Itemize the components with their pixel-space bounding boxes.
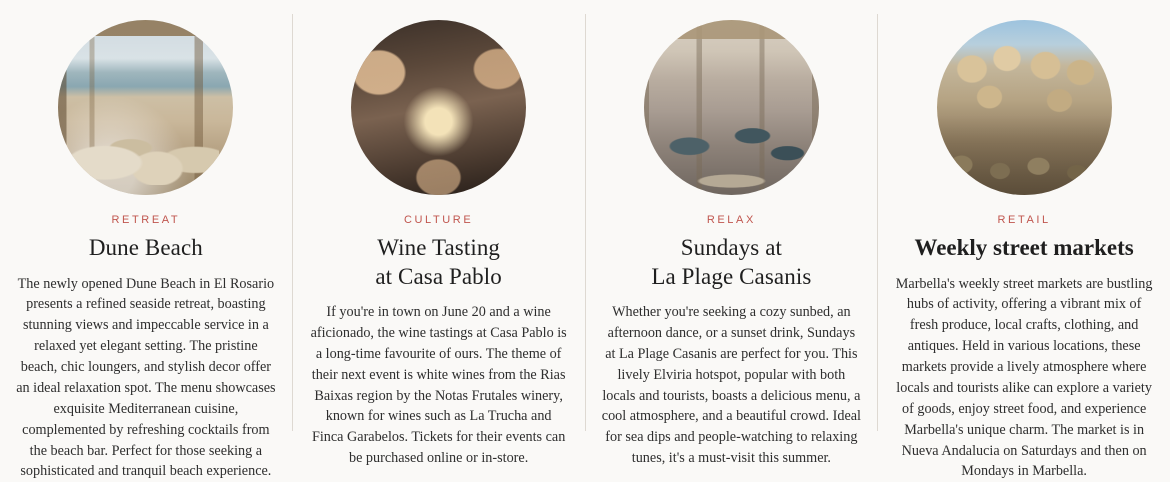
card-body: The newly opened Dune Beach in El Rosario presents a refined seaside retreat, boasting stunning views and impeccable service in a relaxed yet elegant setting. The pristine beach, chic loungers, and stylish decor offer an ideal relaxation spot. The menu showcases exquisite Mediterranean cuisine, complemented by refreshing cocktails from the beach bar. Perfect for those seeking a sophisticated and tranquil beach experience.	[16, 275, 276, 480]
dune-beach-photo	[58, 20, 233, 195]
card-body: Marbella's weekly street markets are bustling hubs of activity, offering a vibrant mix of fresh produce, local crafts, clothing, and antiques. Held in various locations, these markets provide a lively atmosphere where locals and tourists alike can explore a variety of goods, enjoy street food, and experience Marbella's unique charm. The market is in Nueva Andalucia on Saturdays and then on Mondays in Marbella.	[895, 275, 1153, 480]
photo-image	[351, 20, 526, 195]
article-card-relax[interactable]	[585, 14, 878, 467]
card-kicker: RETAIL	[997, 214, 1051, 226]
article-card-culture[interactable]	[292, 14, 585, 467]
card-body: If you're in town on June 20 and a wine aficionado, the wine tastings at Casa Pablo is a long-time favourite of ours. The theme of their next event is white wines from the Rias Baixas region by the Notas Frutales winery, known for wines such as La Trucha and Finca Garabelos. Tickets for their events can be purchased online or in-store.	[310, 304, 567, 467]
card-title: Dune Beach	[88, 235, 203, 260]
card-title: Sundays at La Plage Casanis	[651, 235, 812, 289]
card-title: Weekly street markets	[914, 235, 1134, 260]
photo-image	[58, 20, 233, 195]
photo-image	[937, 20, 1112, 195]
card-body: Whether you're seeking a cozy sunbed, an afternoon dance, or a sunset drink, Sundays at La Plage Casanis are perfect for you. This lively Elviria hotspot, popular with both locals and tourists, boasts a delicious menu, a cool atmosphere, and a beautiful crowd. Ideal for sea dips and people-watching to relaxing tunes, it's a must-visit this summer.	[601, 304, 861, 467]
weekly-street-markets-photo	[937, 20, 1112, 195]
card-kicker: RETREAT	[111, 214, 181, 226]
card-kicker: RELAX	[706, 214, 756, 226]
card-title: Wine Tasting at Casa Pablo	[375, 235, 502, 289]
photo-image	[644, 20, 819, 195]
card-kicker: CULTURE	[403, 214, 474, 226]
wine-tasting-photo	[351, 20, 526, 195]
article-card-retreat[interactable]	[0, 14, 292, 480]
article-card-retail[interactable]	[877, 14, 1170, 480]
la-plage-casanis-photo	[644, 20, 819, 195]
